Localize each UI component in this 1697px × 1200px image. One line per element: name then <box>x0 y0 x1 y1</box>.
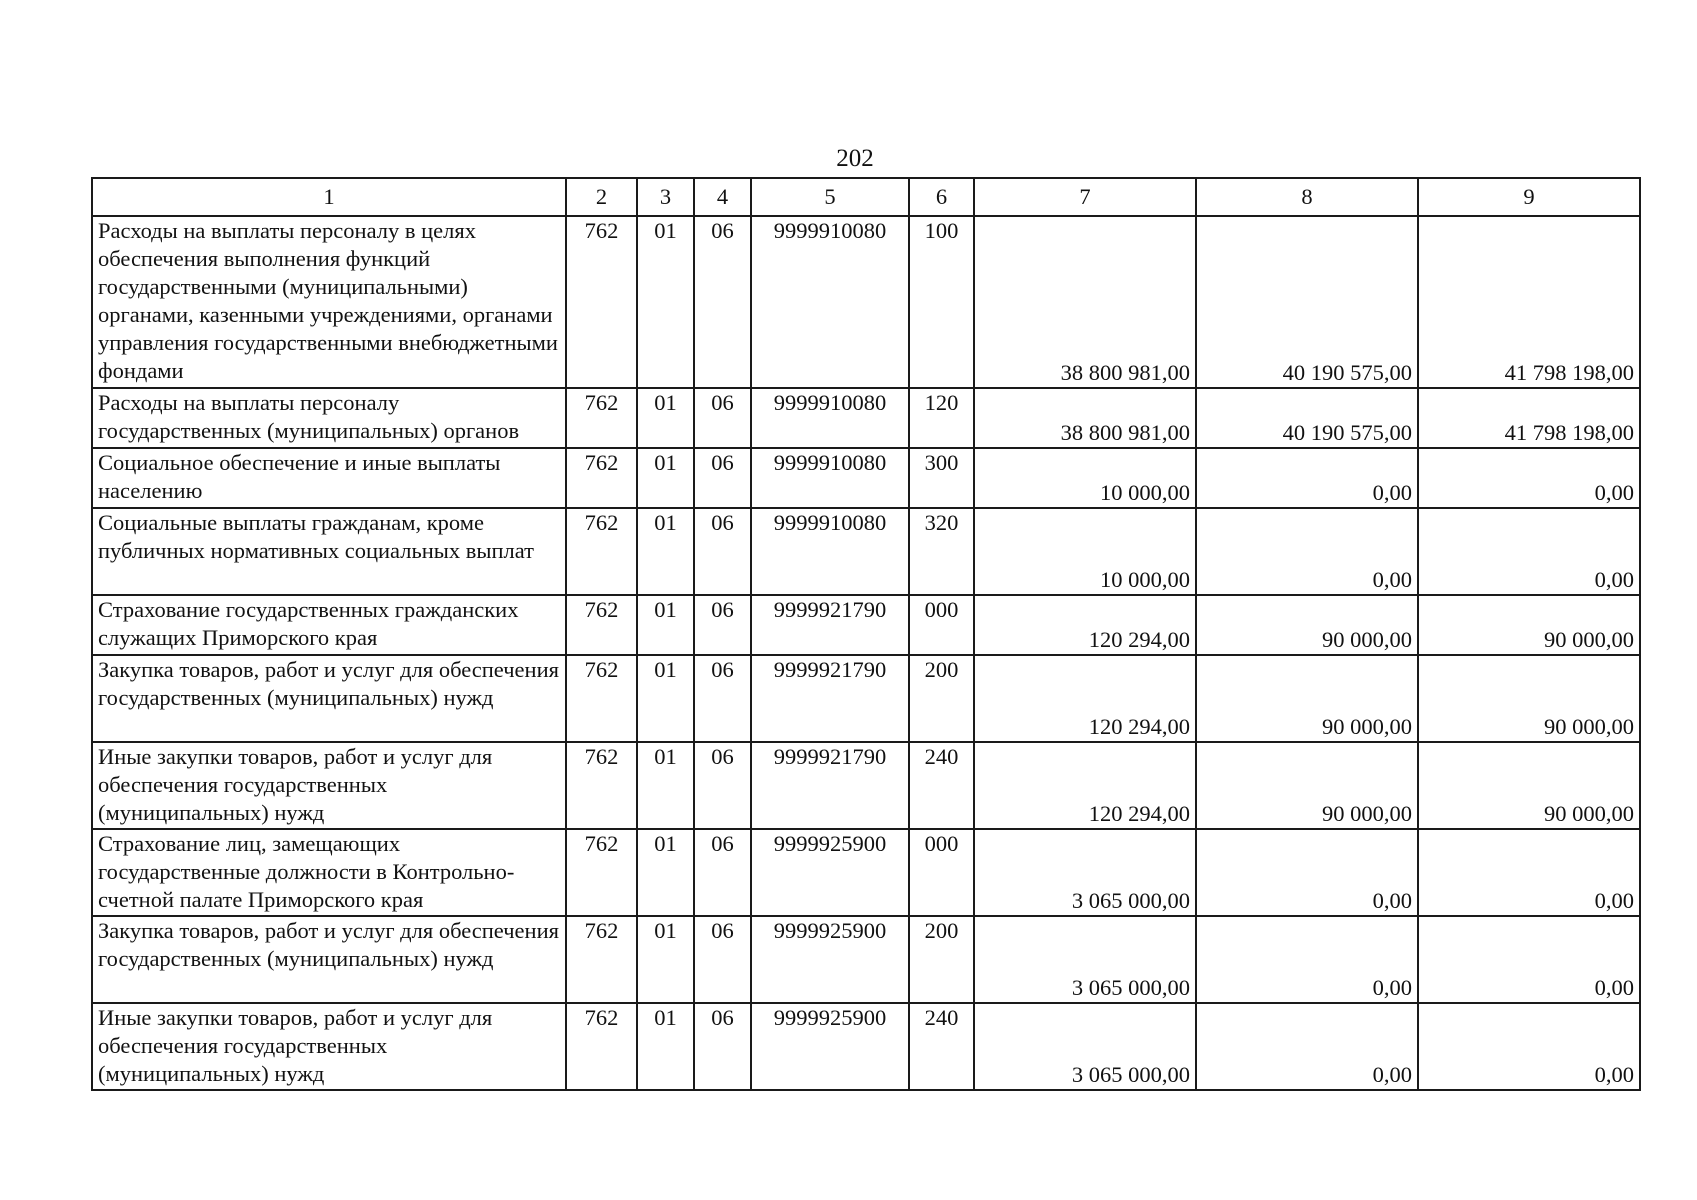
amount-col7: 3 065 000,00 <box>974 916 1196 1003</box>
amount-col9: 41 798 198,00 <box>1418 388 1640 448</box>
grbs-code: 762 <box>566 388 637 448</box>
expense-name: Социальное обеспечение и иные выплаты населению <box>92 448 566 508</box>
amount-col8: 40 190 575,00 <box>1196 216 1418 388</box>
amount-col7: 3 065 000,00 <box>974 1003 1196 1090</box>
budget-table <box>91 177 1641 1091</box>
amount-col7: 120 294,00 <box>974 742 1196 829</box>
page-number: 202 <box>836 145 874 172</box>
amount-col9: 0,00 <box>1418 1003 1640 1090</box>
subsection-code: 06 <box>694 216 751 388</box>
amount-col7: 3 065 000,00 <box>974 829 1196 916</box>
section-code: 01 <box>637 216 694 388</box>
expense-type-code: 000 <box>909 595 974 655</box>
amount-col8: 0,00 <box>1196 916 1418 1003</box>
grbs-code: 762 <box>566 916 637 1003</box>
expense-type-code: 120 <box>909 388 974 448</box>
expense-type-code: 200 <box>909 655 974 742</box>
section-code: 01 <box>637 448 694 508</box>
table-row <box>92 742 1640 829</box>
subsection-code: 06 <box>694 508 751 595</box>
grbs-code: 762 <box>566 595 637 655</box>
expense-name: Иные закупки товаров, работ и услуг для обеспечения государственных (муниципальных) нужд <box>92 742 566 829</box>
expense-type-code: 100 <box>909 216 974 388</box>
expense-type-code: 000 <box>909 829 974 916</box>
expense-name: Социальные выплаты гражданам, кроме публичных нормативных социальных выплат <box>92 508 566 595</box>
table-row <box>92 216 1640 388</box>
target-article-code: 9999921790 <box>751 742 909 829</box>
amount-col8: 0,00 <box>1196 829 1418 916</box>
section-code: 01 <box>637 508 694 595</box>
expense-name: Расходы на выплаты персоналу государственных (муниципальных) органов <box>92 388 566 448</box>
table-row <box>92 448 1640 508</box>
grbs-code: 762 <box>566 655 637 742</box>
expense-name: Закупка товаров, работ и услуг для обеспечения государственных (муниципальных) нужд <box>92 655 566 742</box>
section-code: 01 <box>637 1003 694 1090</box>
section-code: 01 <box>637 595 694 655</box>
amount-col7: 10 000,00 <box>974 448 1196 508</box>
expense-type-code: 240 <box>909 1003 974 1090</box>
header-cell: 9 <box>1418 178 1640 216</box>
amount-col9: 0,00 <box>1418 916 1640 1003</box>
amount-col8: 0,00 <box>1196 448 1418 508</box>
target-article-code: 9999925900 <box>751 1003 909 1090</box>
target-article-code: 9999921790 <box>751 595 909 655</box>
target-article-code: 9999910080 <box>751 216 909 388</box>
expense-type-code: 320 <box>909 508 974 595</box>
table-row <box>92 916 1640 1003</box>
amount-col9: 0,00 <box>1418 508 1640 595</box>
amount-col7: 38 800 981,00 <box>974 388 1196 448</box>
table-row <box>92 595 1640 655</box>
amount-col9: 90 000,00 <box>1418 742 1640 829</box>
subsection-code: 06 <box>694 388 751 448</box>
header-cell: 6 <box>909 178 974 216</box>
expense-name: Иные закупки товаров, работ и услуг для обеспечения государственных (муниципальных) нужд <box>92 1003 566 1090</box>
header-cell: 1 <box>92 178 566 216</box>
amount-col7: 10 000,00 <box>974 508 1196 595</box>
grbs-code: 762 <box>566 508 637 595</box>
expense-name: Страхование государственных гражданских служащих Приморского края <box>92 595 566 655</box>
section-code: 01 <box>637 742 694 829</box>
target-article-code: 9999925900 <box>751 916 909 1003</box>
grbs-code: 762 <box>566 448 637 508</box>
grbs-code: 762 <box>566 1003 637 1090</box>
header-cell: 4 <box>694 178 751 216</box>
subsection-code: 06 <box>694 1003 751 1090</box>
section-code: 01 <box>637 829 694 916</box>
subsection-code: 06 <box>694 742 751 829</box>
expense-name: Закупка товаров, работ и услуг для обеспечения государственных (муниципальных) нужд <box>92 916 566 1003</box>
target-article-code: 9999910080 <box>751 508 909 595</box>
header-row <box>92 178 1640 216</box>
target-article-code: 9999910080 <box>751 388 909 448</box>
header-cell: 3 <box>637 178 694 216</box>
header-cell: 2 <box>566 178 637 216</box>
subsection-code: 06 <box>694 655 751 742</box>
amount-col9: 0,00 <box>1418 448 1640 508</box>
expense-type-code: 240 <box>909 742 974 829</box>
table-row <box>92 388 1640 448</box>
section-code: 01 <box>637 655 694 742</box>
amount-col8: 0,00 <box>1196 1003 1418 1090</box>
amount-col8: 90 000,00 <box>1196 655 1418 742</box>
amount-col8: 40 190 575,00 <box>1196 388 1418 448</box>
amount-col7: 120 294,00 <box>974 595 1196 655</box>
target-article-code: 9999921790 <box>751 655 909 742</box>
header-cell: 8 <box>1196 178 1418 216</box>
section-code: 01 <box>637 916 694 1003</box>
amount-col9: 90 000,00 <box>1418 595 1640 655</box>
target-article-code: 9999925900 <box>751 829 909 916</box>
target-article-code: 9999910080 <box>751 448 909 508</box>
expense-type-code: 300 <box>909 448 974 508</box>
expense-name: Страхование лиц, замещающих государственные должности в Контрольно-счетной палате Приморского края <box>92 829 566 916</box>
grbs-code: 762 <box>566 742 637 829</box>
header-cell: 7 <box>974 178 1196 216</box>
amount-col7: 120 294,00 <box>974 655 1196 742</box>
subsection-code: 06 <box>694 595 751 655</box>
amount-col8: 90 000,00 <box>1196 742 1418 829</box>
expense-name: Расходы на выплаты персоналу в целях обеспечения выполнения функций государственными (муниципальными) органами, казенными учреждениями, органами управления государственными внебюджетными фондами <box>92 216 566 388</box>
amount-col7: 38 800 981,00 <box>974 216 1196 388</box>
subsection-code: 06 <box>694 829 751 916</box>
section-code: 01 <box>637 388 694 448</box>
expense-type-code: 200 <box>909 916 974 1003</box>
subsection-code: 06 <box>694 448 751 508</box>
table-row <box>92 1003 1640 1090</box>
amount-col9: 0,00 <box>1418 829 1640 916</box>
grbs-code: 762 <box>566 216 637 388</box>
amount-col9: 41 798 198,00 <box>1418 216 1640 388</box>
subsection-code: 06 <box>694 916 751 1003</box>
amount-col9: 90 000,00 <box>1418 655 1640 742</box>
table-row <box>92 829 1640 916</box>
amount-col8: 90 000,00 <box>1196 595 1418 655</box>
grbs-code: 762 <box>566 829 637 916</box>
amount-col8: 0,00 <box>1196 508 1418 595</box>
table-row <box>92 655 1640 742</box>
table-row <box>92 508 1640 595</box>
header-cell: 5 <box>751 178 909 216</box>
